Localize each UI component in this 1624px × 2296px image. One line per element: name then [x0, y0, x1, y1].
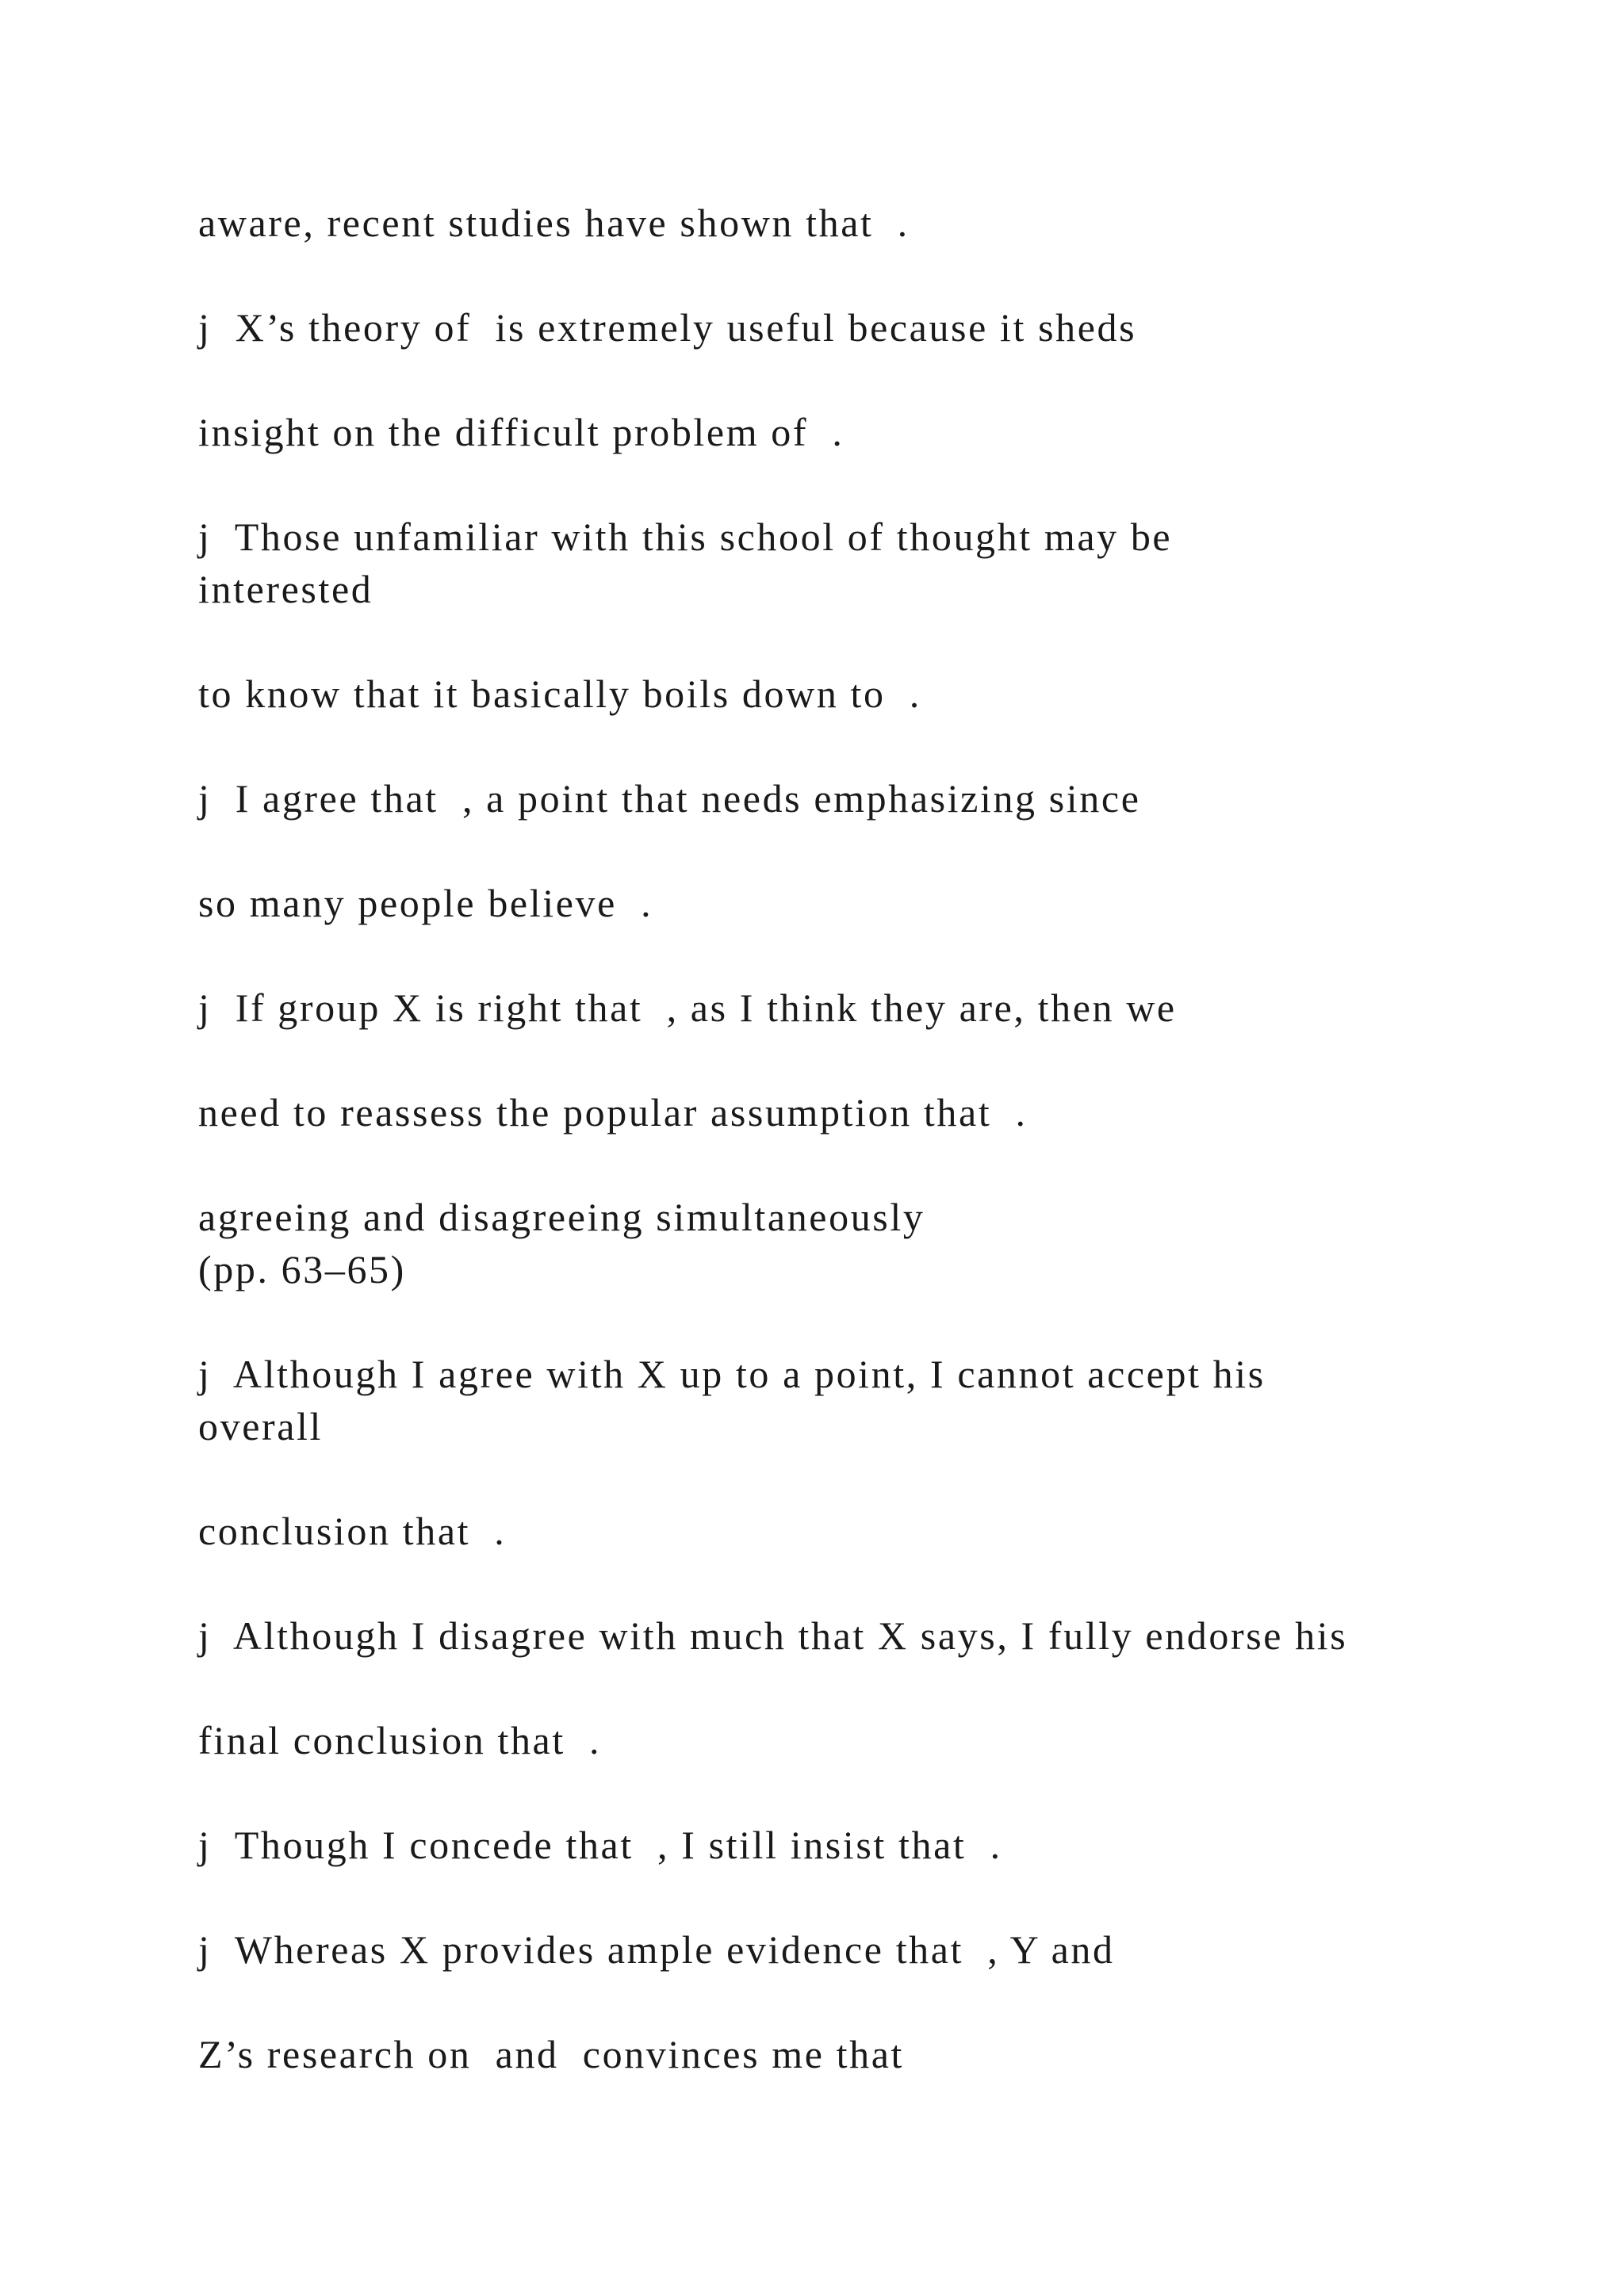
- text-line: to know that it basically boils down to .: [198, 672, 921, 716]
- text-line: j Although I agree with X up to a point, I cannot accept his: [198, 1352, 1266, 1396]
- text-line: j Whereas X provides ample evidence that , Y and: [198, 1927, 1115, 1972]
- page-reference: (pp. 63–65): [198, 1247, 406, 1292]
- text-line: need to reassess the popular assumption that .: [198, 1090, 1028, 1135]
- text-line: j I agree that , a point that needs emphasizing since: [198, 776, 1141, 821]
- text-line: conclusion that .: [198, 1509, 507, 1553]
- text-line: overall: [198, 1404, 324, 1448]
- text-line: j Though I concede that , I still insist that .: [198, 1823, 1002, 1867]
- text-line: interested: [198, 567, 373, 611]
- text-line: aware, recent studies have shown that .: [198, 201, 910, 245]
- text-line: final conclusion that .: [198, 1718, 602, 1762]
- text-line: j Those unfamiliar with this school of thought may be: [198, 515, 1173, 559]
- text-line: so many people believe .: [198, 881, 653, 925]
- text-line: insight on the difficult problem of .: [198, 410, 845, 454]
- text-line: j X’s theory of is extremely useful because it sheds: [198, 305, 1137, 350]
- section-heading: agreeing and disagreeing simultaneously: [198, 1195, 925, 1239]
- text-line: j Although I disagree with much that X says, I fully endorse his: [198, 1613, 1348, 1658]
- text-line: j If group X is right that , as I think they are, then we: [198, 985, 1177, 1030]
- text-line: Z’s research on and convinces me that: [198, 2032, 904, 2076]
